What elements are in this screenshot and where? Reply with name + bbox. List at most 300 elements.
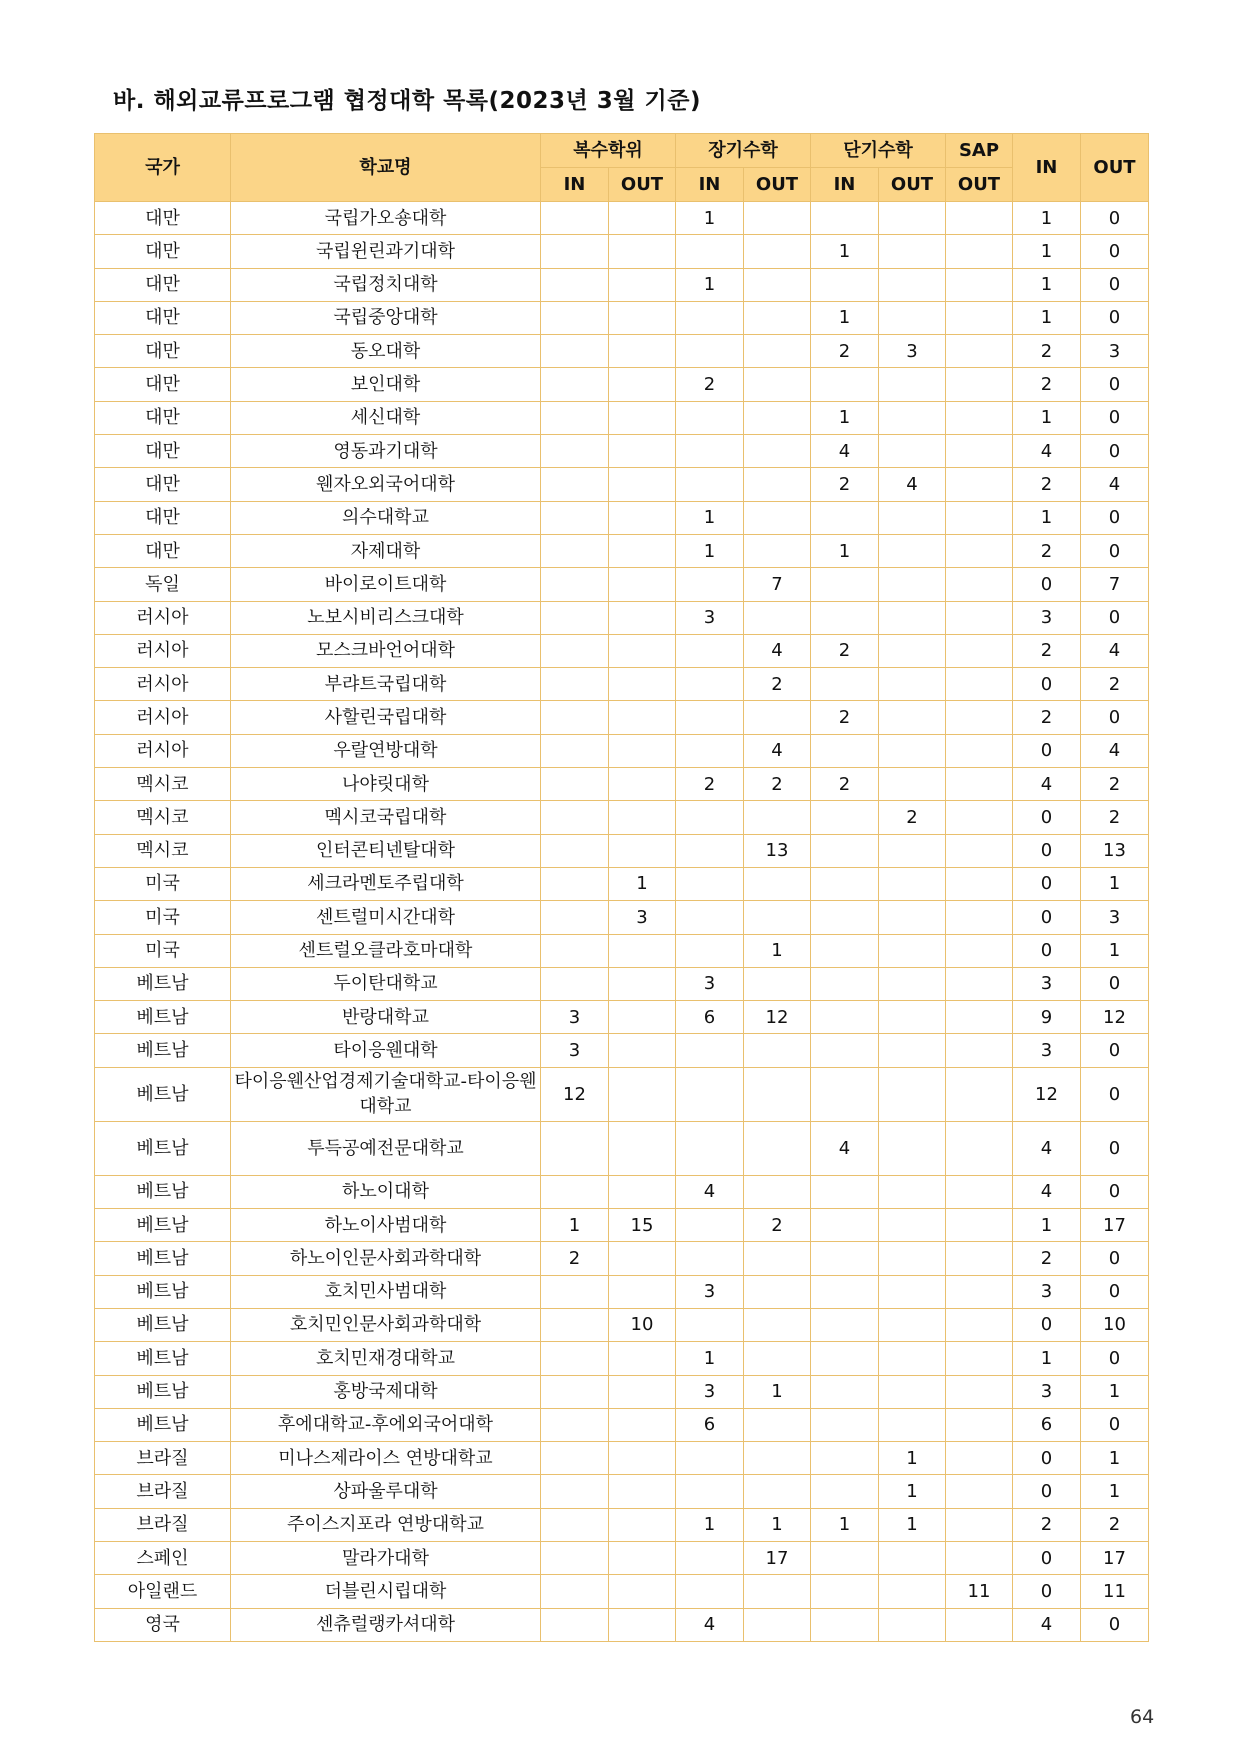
total-in-cell: 4 (1013, 1175, 1081, 1208)
school-name-cell: 더블린시립대학 (231, 1575, 541, 1608)
short-term-out-cell (879, 734, 946, 767)
total-in-cell: 3 (1013, 1034, 1081, 1067)
dual-degree-in-cell (541, 867, 609, 900)
school-name-cell: 하노이사범대학 (231, 1209, 541, 1242)
total-out-cell: 0 (1081, 1067, 1149, 1121)
table-row (95, 1408, 1149, 1441)
sap-out-cell (946, 901, 1013, 934)
long-term-in-cell (676, 235, 744, 268)
sap-out-cell (946, 268, 1013, 301)
table-row (95, 468, 1149, 501)
long-term-in-cell (676, 1541, 744, 1574)
country-cell: 베트남 (95, 1275, 231, 1308)
long-term-out-cell (744, 1067, 811, 1121)
short-term-in-cell (811, 1067, 879, 1121)
sap-out-cell (946, 701, 1013, 734)
country-cell: 러시아 (95, 701, 231, 734)
short-term-in-cell: 2 (811, 701, 879, 734)
short-term-out-cell (879, 1308, 946, 1341)
dual-degree-out-cell (609, 368, 676, 401)
table-row (95, 401, 1149, 434)
short-term-in-cell (811, 1408, 879, 1441)
header-long-term: 장기수학 (676, 134, 811, 168)
total-out-cell: 3 (1081, 335, 1149, 368)
short-term-out-cell (879, 301, 946, 334)
long-term-out-cell (744, 701, 811, 734)
dual-degree-in-cell (541, 1541, 609, 1574)
school-name-cell: 센트럴미시간대학 (231, 901, 541, 934)
long-term-in-cell (676, 934, 744, 967)
table-row (95, 335, 1149, 368)
partner-university-table (94, 133, 1149, 1642)
long-term-out-cell (744, 1275, 811, 1308)
dual-degree-out-cell (609, 668, 676, 701)
dual-degree-out-cell (609, 934, 676, 967)
subheader-dual-out: OUT (609, 168, 676, 202)
short-term-out-cell (879, 867, 946, 900)
sap-out-cell (946, 202, 1013, 235)
table-row (95, 1175, 1149, 1208)
long-term-in-cell: 1 (676, 202, 744, 235)
short-term-out-cell (879, 235, 946, 268)
sap-out-cell (946, 1067, 1013, 1121)
short-term-out-cell (879, 568, 946, 601)
table-row (95, 701, 1149, 734)
total-out-cell: 1 (1081, 867, 1149, 900)
short-term-in-cell: 2 (811, 634, 879, 667)
short-term-in-cell: 4 (811, 435, 879, 468)
table-row (95, 1375, 1149, 1408)
country-cell: 러시아 (95, 634, 231, 667)
total-out-cell: 0 (1081, 534, 1149, 567)
long-term-out-cell: 1 (744, 934, 811, 967)
dual-degree-in-cell (541, 1375, 609, 1408)
sap-out-cell (946, 1608, 1013, 1641)
dual-degree-in-cell (541, 1575, 609, 1608)
short-term-out-cell (879, 534, 946, 567)
total-out-cell: 4 (1081, 468, 1149, 501)
short-term-in-cell (811, 1475, 879, 1508)
school-name-cell: 멕시코국립대학 (231, 801, 541, 834)
total-out-cell: 0 (1081, 1175, 1149, 1208)
total-out-cell: 0 (1081, 1121, 1149, 1175)
table-row (95, 801, 1149, 834)
dual-degree-in-cell (541, 668, 609, 701)
total-out-cell: 0 (1081, 967, 1149, 1000)
dual-degree-out-cell: 3 (609, 901, 676, 934)
long-term-in-cell (676, 335, 744, 368)
country-cell: 미국 (95, 867, 231, 900)
dual-degree-in-cell (541, 601, 609, 634)
table-row (95, 934, 1149, 967)
sap-out-cell (946, 568, 1013, 601)
table-row (95, 867, 1149, 900)
header-sap: SAP (946, 134, 1013, 168)
dual-degree-out-cell (609, 1275, 676, 1308)
long-term-in-cell: 1 (676, 268, 744, 301)
total-out-cell: 0 (1081, 235, 1149, 268)
country-cell: 베트남 (95, 1067, 231, 1121)
total-in-cell: 0 (1013, 901, 1081, 934)
long-term-out-cell (744, 202, 811, 235)
school-name-cell: 후에대학교-후에외국어대학 (231, 1408, 541, 1441)
total-in-cell: 3 (1013, 1275, 1081, 1308)
dual-degree-out-cell (609, 1342, 676, 1375)
dual-degree-in-cell (541, 734, 609, 767)
long-term-out-cell (744, 401, 811, 434)
total-in-cell: 0 (1013, 1308, 1081, 1341)
short-term-out-cell (879, 1209, 946, 1242)
table-row (95, 834, 1149, 867)
country-cell: 미국 (95, 934, 231, 967)
sap-out-cell (946, 1175, 1013, 1208)
country-cell: 베트남 (95, 1121, 231, 1175)
school-name-cell: 미나스제라이스 연방대학교 (231, 1442, 541, 1475)
table-row (95, 1575, 1149, 1608)
long-term-in-cell (676, 834, 744, 867)
total-out-cell: 4 (1081, 634, 1149, 667)
total-out-cell: 0 (1081, 435, 1149, 468)
dual-degree-in-cell: 1 (541, 1209, 609, 1242)
country-cell: 대만 (95, 368, 231, 401)
short-term-out-cell: 2 (879, 801, 946, 834)
total-out-cell: 0 (1081, 1242, 1149, 1275)
dual-degree-in-cell (541, 202, 609, 235)
long-term-in-cell (676, 1209, 744, 1242)
total-in-cell: 1 (1013, 235, 1081, 268)
long-term-out-cell (744, 301, 811, 334)
dual-degree-in-cell (541, 235, 609, 268)
short-term-in-cell: 1 (811, 1508, 879, 1541)
country-cell: 대만 (95, 401, 231, 434)
sap-out-cell (946, 1475, 1013, 1508)
long-term-in-cell (676, 701, 744, 734)
dual-degree-out-cell (609, 1375, 676, 1408)
table-row (95, 368, 1149, 401)
short-term-in-cell (811, 1175, 879, 1208)
table-row (95, 1067, 1149, 1121)
dual-degree-in-cell: 12 (541, 1067, 609, 1121)
long-term-in-cell (676, 435, 744, 468)
total-out-cell: 1 (1081, 1442, 1149, 1475)
long-term-out-cell (744, 1121, 811, 1175)
dual-degree-in-cell (541, 468, 609, 501)
long-term-out-cell (744, 1175, 811, 1208)
short-term-in-cell (811, 601, 879, 634)
long-term-in-cell (676, 734, 744, 767)
table-row (95, 601, 1149, 634)
short-term-in-cell: 2 (811, 768, 879, 801)
short-term-out-cell: 4 (879, 468, 946, 501)
sap-out-cell (946, 435, 1013, 468)
short-term-in-cell: 4 (811, 1121, 879, 1175)
short-term-in-cell (811, 1275, 879, 1308)
short-term-in-cell (811, 501, 879, 534)
short-term-in-cell (811, 867, 879, 900)
school-name-cell: 센츄럴랭카셔대학 (231, 1608, 541, 1641)
dual-degree-out-cell (609, 534, 676, 567)
long-term-out-cell: 4 (744, 734, 811, 767)
country-cell: 독일 (95, 568, 231, 601)
total-in-cell: 1 (1013, 1342, 1081, 1375)
sap-out-cell (946, 734, 1013, 767)
long-term-out-cell: 4 (744, 634, 811, 667)
dual-degree-in-cell (541, 801, 609, 834)
school-name-cell: 호치민재경대학교 (231, 1342, 541, 1375)
total-in-cell: 0 (1013, 1541, 1081, 1574)
sap-out-cell (946, 335, 1013, 368)
long-term-in-cell (676, 468, 744, 501)
total-in-cell: 4 (1013, 1121, 1081, 1175)
long-term-out-cell (744, 801, 811, 834)
dual-degree-in-cell (541, 1475, 609, 1508)
country-cell: 대만 (95, 202, 231, 235)
school-name-cell: 의수대학교 (231, 501, 541, 534)
sap-out-cell (946, 668, 1013, 701)
sap-out-cell (946, 1209, 1013, 1242)
table-body (95, 202, 1149, 1642)
short-term-in-cell (811, 1034, 879, 1067)
country-cell: 베트남 (95, 1375, 231, 1408)
sap-out-cell (946, 634, 1013, 667)
dual-degree-out-cell (609, 1034, 676, 1067)
total-out-cell: 0 (1081, 701, 1149, 734)
long-term-in-cell: 3 (676, 1275, 744, 1308)
country-cell: 멕시코 (95, 768, 231, 801)
short-term-out-cell (879, 601, 946, 634)
country-cell: 멕시코 (95, 801, 231, 834)
country-cell: 브라질 (95, 1475, 231, 1508)
short-term-out-cell (879, 202, 946, 235)
long-term-out-cell (744, 468, 811, 501)
dual-degree-in-cell (541, 1308, 609, 1341)
dual-degree-in-cell (541, 934, 609, 967)
subheader-sap-out: OUT (946, 168, 1013, 202)
long-term-out-cell: 13 (744, 834, 811, 867)
total-out-cell: 0 (1081, 1034, 1149, 1067)
school-name-cell: 사할린국립대학 (231, 701, 541, 734)
table-row (95, 268, 1149, 301)
sap-out-cell (946, 1375, 1013, 1408)
sap-out-cell (946, 1034, 1013, 1067)
total-out-cell: 0 (1081, 268, 1149, 301)
total-out-cell: 4 (1081, 734, 1149, 767)
total-out-cell: 0 (1081, 202, 1149, 235)
short-term-in-cell (811, 934, 879, 967)
short-term-in-cell (811, 268, 879, 301)
school-name-cell: 국립중앙대학 (231, 301, 541, 334)
short-term-in-cell: 1 (811, 401, 879, 434)
total-in-cell: 9 (1013, 1001, 1081, 1034)
dual-degree-out-cell (609, 1508, 676, 1541)
total-in-cell: 0 (1013, 734, 1081, 767)
short-term-out-cell (879, 967, 946, 1000)
total-out-cell: 0 (1081, 1275, 1149, 1308)
long-term-in-cell (676, 1475, 744, 1508)
long-term-in-cell (676, 401, 744, 434)
school-name-cell: 나야릿대학 (231, 768, 541, 801)
dual-degree-in-cell (541, 901, 609, 934)
dual-degree-out-cell (609, 768, 676, 801)
country-cell: 대만 (95, 301, 231, 334)
short-term-in-cell (811, 901, 879, 934)
table-row (95, 1442, 1149, 1475)
sap-out-cell (946, 501, 1013, 534)
school-name-cell: 투득공예전문대학교 (231, 1121, 541, 1175)
total-in-cell: 1 (1013, 202, 1081, 235)
short-term-in-cell (811, 368, 879, 401)
total-out-cell: 2 (1081, 768, 1149, 801)
school-name-cell: 노보시비리스크대학 (231, 601, 541, 634)
total-in-cell: 2 (1013, 1508, 1081, 1541)
school-name-cell: 국립정치대학 (231, 268, 541, 301)
school-name-cell: 말라가대학 (231, 1541, 541, 1574)
short-term-in-cell (811, 801, 879, 834)
long-term-out-cell (744, 867, 811, 900)
short-term-out-cell (879, 1175, 946, 1208)
long-term-in-cell: 6 (676, 1001, 744, 1034)
short-term-in-cell (811, 1308, 879, 1341)
long-term-out-cell (744, 335, 811, 368)
country-cell: 미국 (95, 901, 231, 934)
short-term-out-cell (879, 901, 946, 934)
country-cell: 베트남 (95, 1342, 231, 1375)
short-term-out-cell (879, 501, 946, 534)
short-term-out-cell (879, 268, 946, 301)
short-term-in-cell (811, 1342, 879, 1375)
total-in-cell: 1 (1013, 268, 1081, 301)
country-cell: 러시아 (95, 668, 231, 701)
dual-degree-out-cell (609, 967, 676, 1000)
sap-out-cell (946, 235, 1013, 268)
sap-out-cell (946, 534, 1013, 567)
short-term-out-cell (879, 1275, 946, 1308)
sap-out-cell (946, 768, 1013, 801)
school-name-cell: 반랑대학교 (231, 1001, 541, 1034)
table-row (95, 301, 1149, 334)
total-in-cell: 12 (1013, 1067, 1081, 1121)
long-term-out-cell (744, 1308, 811, 1341)
dual-degree-out-cell (609, 335, 676, 368)
dual-degree-out-cell: 15 (609, 1209, 676, 1242)
dual-degree-out-cell (609, 1575, 676, 1608)
long-term-in-cell: 2 (676, 368, 744, 401)
table-row (95, 1508, 1149, 1541)
dual-degree-in-cell (541, 834, 609, 867)
short-term-out-cell (879, 934, 946, 967)
dual-degree-out-cell (609, 601, 676, 634)
total-in-cell: 0 (1013, 867, 1081, 900)
school-name-cell: 세크라멘토주립대학 (231, 867, 541, 900)
long-term-in-cell: 1 (676, 501, 744, 534)
long-term-out-cell: 12 (744, 1001, 811, 1034)
short-term-in-cell (811, 568, 879, 601)
dual-degree-in-cell (541, 1175, 609, 1208)
long-term-out-cell (744, 368, 811, 401)
long-term-in-cell (676, 668, 744, 701)
long-term-in-cell: 2 (676, 768, 744, 801)
total-in-cell: 4 (1013, 768, 1081, 801)
long-term-in-cell (676, 1034, 744, 1067)
sap-out-cell (946, 1442, 1013, 1475)
dual-degree-out-cell (609, 301, 676, 334)
dual-degree-out-cell: 1 (609, 867, 676, 900)
dual-degree-out-cell (609, 1242, 676, 1275)
country-cell: 베트남 (95, 1175, 231, 1208)
short-term-in-cell (811, 834, 879, 867)
total-in-cell: 2 (1013, 634, 1081, 667)
dual-degree-out-cell (609, 1442, 676, 1475)
school-name-cell: 홍방국제대학 (231, 1375, 541, 1408)
total-in-cell: 1 (1013, 501, 1081, 534)
short-term-out-cell (879, 1001, 946, 1034)
total-in-cell: 2 (1013, 468, 1081, 501)
total-in-cell: 0 (1013, 568, 1081, 601)
country-cell: 영국 (95, 1608, 231, 1641)
page-number: 64 (1130, 1706, 1155, 1728)
school-name-cell: 타이응웬대학 (231, 1034, 541, 1067)
dual-degree-in-cell (541, 534, 609, 567)
total-in-cell: 0 (1013, 834, 1081, 867)
dual-degree-in-cell (541, 1121, 609, 1175)
table-row (95, 1475, 1149, 1508)
dual-degree-out-cell (609, 401, 676, 434)
total-out-cell: 10 (1081, 1308, 1149, 1341)
dual-degree-in-cell (541, 401, 609, 434)
long-term-out-cell (744, 235, 811, 268)
dual-degree-out-cell (609, 568, 676, 601)
total-out-cell: 1 (1081, 1375, 1149, 1408)
sap-out-cell (946, 1342, 1013, 1375)
dual-degree-in-cell (541, 335, 609, 368)
total-out-cell: 0 (1081, 1408, 1149, 1441)
sap-out-cell (946, 1001, 1013, 1034)
sap-out-cell (946, 834, 1013, 867)
dual-degree-out-cell (609, 468, 676, 501)
dual-degree-out-cell (609, 1541, 676, 1574)
total-in-cell: 6 (1013, 1408, 1081, 1441)
dual-degree-in-cell (541, 268, 609, 301)
short-term-out-cell (879, 1034, 946, 1067)
short-term-in-cell (811, 1575, 879, 1608)
long-term-out-cell: 17 (744, 1541, 811, 1574)
country-cell: 브라질 (95, 1442, 231, 1475)
sap-out-cell (946, 867, 1013, 900)
total-in-cell: 2 (1013, 701, 1081, 734)
dual-degree-in-cell (541, 568, 609, 601)
sap-out-cell (946, 934, 1013, 967)
total-out-cell: 2 (1081, 1508, 1149, 1541)
school-name-cell: 우랄연방대학 (231, 734, 541, 767)
dual-degree-out-cell (609, 801, 676, 834)
long-term-out-cell: 2 (744, 768, 811, 801)
dual-degree-in-cell (541, 1408, 609, 1441)
sap-out-cell (946, 967, 1013, 1000)
table-row (95, 1275, 1149, 1308)
total-out-cell: 0 (1081, 368, 1149, 401)
long-term-out-cell (744, 1342, 811, 1375)
long-term-in-cell: 3 (676, 1375, 744, 1408)
total-out-cell: 1 (1081, 1475, 1149, 1508)
dual-degree-out-cell (609, 202, 676, 235)
long-term-in-cell (676, 301, 744, 334)
country-cell: 베트남 (95, 1308, 231, 1341)
long-term-in-cell (676, 634, 744, 667)
short-term-out-cell: 1 (879, 1508, 946, 1541)
total-in-cell: 0 (1013, 1442, 1081, 1475)
total-in-cell: 1 (1013, 401, 1081, 434)
country-cell: 브라질 (95, 1508, 231, 1541)
